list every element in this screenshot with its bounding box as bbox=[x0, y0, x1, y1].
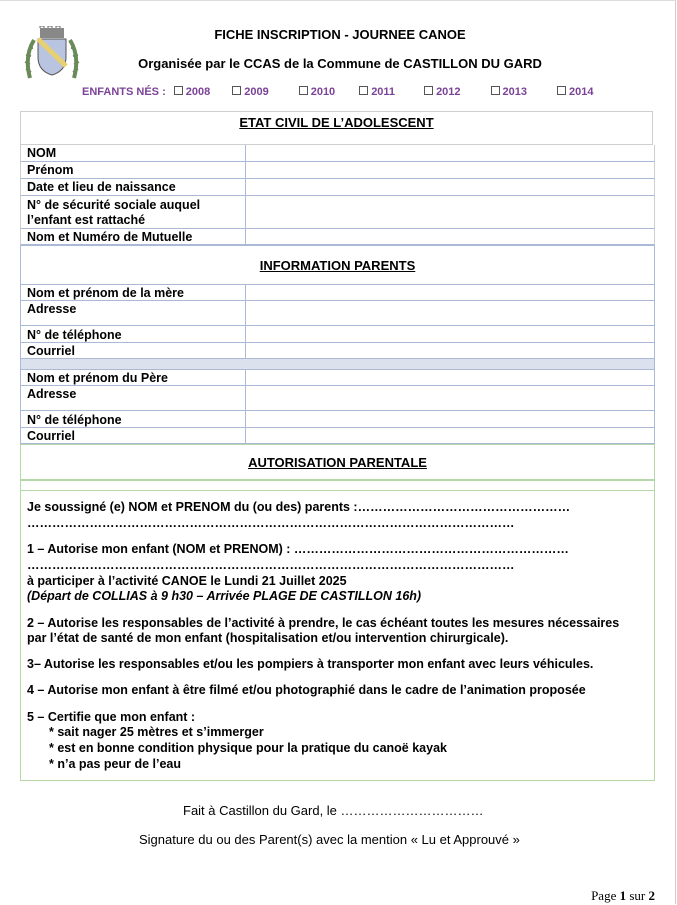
field-label: NOM bbox=[27, 146, 57, 160]
authorize-item-4: 4 – Autorise mon enfant à être filmé et/ou photographié dans le cadre de l’animation proposée bbox=[27, 683, 586, 697]
checkbox-2008[interactable]: 2008 bbox=[174, 86, 210, 98]
checkbox-2013[interactable]: 2013 bbox=[491, 86, 527, 98]
checkbox-2010[interactable]: 2010 bbox=[299, 86, 335, 98]
field-label: Adresse bbox=[27, 387, 77, 401]
field-label: Nom et prénom de la mère bbox=[27, 286, 184, 300]
form-title: FICHE INSCRIPTION - JOURNEE CANOE bbox=[214, 27, 466, 42]
field-label: Nom et prénom du Père bbox=[27, 371, 168, 385]
autorisation-heading: AUTORISATION PARENTALE bbox=[248, 455, 427, 470]
page-sep: sur bbox=[629, 888, 646, 903]
page-current: 1 bbox=[619, 888, 627, 903]
field-label: N° de téléphone bbox=[27, 413, 122, 427]
authorize-item-2: 2 – Autorise les responsables de l’activité à prendre, le cas échéant toutes les mesures nécessaires bbox=[27, 616, 620, 630]
checkbox-2009[interactable]: 2009 bbox=[232, 86, 268, 98]
signature-line: Signature du ou des Parent(s) avec la mention « Lu et Approuvé » bbox=[139, 832, 520, 847]
departure-line: (Départ de COLLIAS à 9 h30 – Arrivée PLAGE DE CASTILLON 16h) bbox=[27, 589, 422, 603]
dotted-line: ……………………………………………………………………………………………………… bbox=[27, 516, 515, 530]
certify-item-5: 5 – Certifie que mon enfant : bbox=[27, 710, 196, 724]
field-label: N° de sécurité sociale auquel bbox=[27, 198, 201, 212]
authorize-item-1: 1 – Autorise mon enfant (NOM et PRENOM) : ………………………………………………………… bbox=[27, 542, 569, 556]
field-label: Adresse bbox=[27, 302, 77, 316]
field-label: N° de téléphone bbox=[27, 328, 122, 342]
checkbox-2011[interactable]: 2011 bbox=[359, 86, 395, 98]
etat-civil-heading: ETAT CIVIL DE L’ADOLESCENT bbox=[239, 115, 434, 130]
place-date-line: Fait à Castillon du Gard, le …………………………… bbox=[183, 803, 484, 818]
checkbox-2014[interactable]: 2014 bbox=[557, 86, 593, 98]
certify-bullet: * est en bonne condition physique pour la pratique du canoë kayak bbox=[49, 741, 447, 755]
certify-bullet: * n’a pas peur de l’eau bbox=[49, 757, 181, 771]
authorize-item-3: 3– Autorise les responsables et/ou les pompiers à transporter mon enfant avec leurs véhicules. bbox=[27, 657, 594, 671]
form-subtitle: Organisée par le CCAS de la Commune de CASTILLON DU GARD bbox=[138, 56, 542, 71]
page-total: 2 bbox=[648, 888, 655, 903]
birth-year-label: ENFANTS NÉS : bbox=[82, 86, 166, 98]
field-label: Courriel bbox=[27, 429, 75, 443]
page-number bbox=[591, 888, 655, 904]
activity-line: à participer à l’activité CANOE le Lundi 21 Juillet 2025 bbox=[27, 574, 347, 588]
field-label: Nom et Numéro de Mutuelle bbox=[27, 230, 193, 244]
parents-heading: INFORMATION PARENTS bbox=[259, 258, 416, 273]
undersigned-line: Je soussigné (e) NOM et PRENOM du (ou des) parents :…………………………………………… bbox=[27, 500, 571, 514]
autorisation-text bbox=[20, 0, 656, 905]
field-label: Courriel bbox=[27, 344, 75, 358]
authorize-item-2-cont: par l’état de santé de mon enfant (hospitalisation et/ou intervention chirurgicale). bbox=[27, 631, 509, 645]
checkbox-2012[interactable]: 2012 bbox=[424, 86, 460, 98]
dotted-line: ……………………………………………………………………………………………………… bbox=[27, 558, 515, 572]
field-label: Prénom bbox=[27, 163, 74, 177]
field-label: Date et lieu de naissance bbox=[27, 180, 176, 194]
field-label: l’enfant est rattaché bbox=[27, 213, 146, 227]
page-word: Page bbox=[591, 888, 617, 903]
certify-bullet: * sait nager 25 mètres et s’immerger bbox=[49, 725, 264, 739]
